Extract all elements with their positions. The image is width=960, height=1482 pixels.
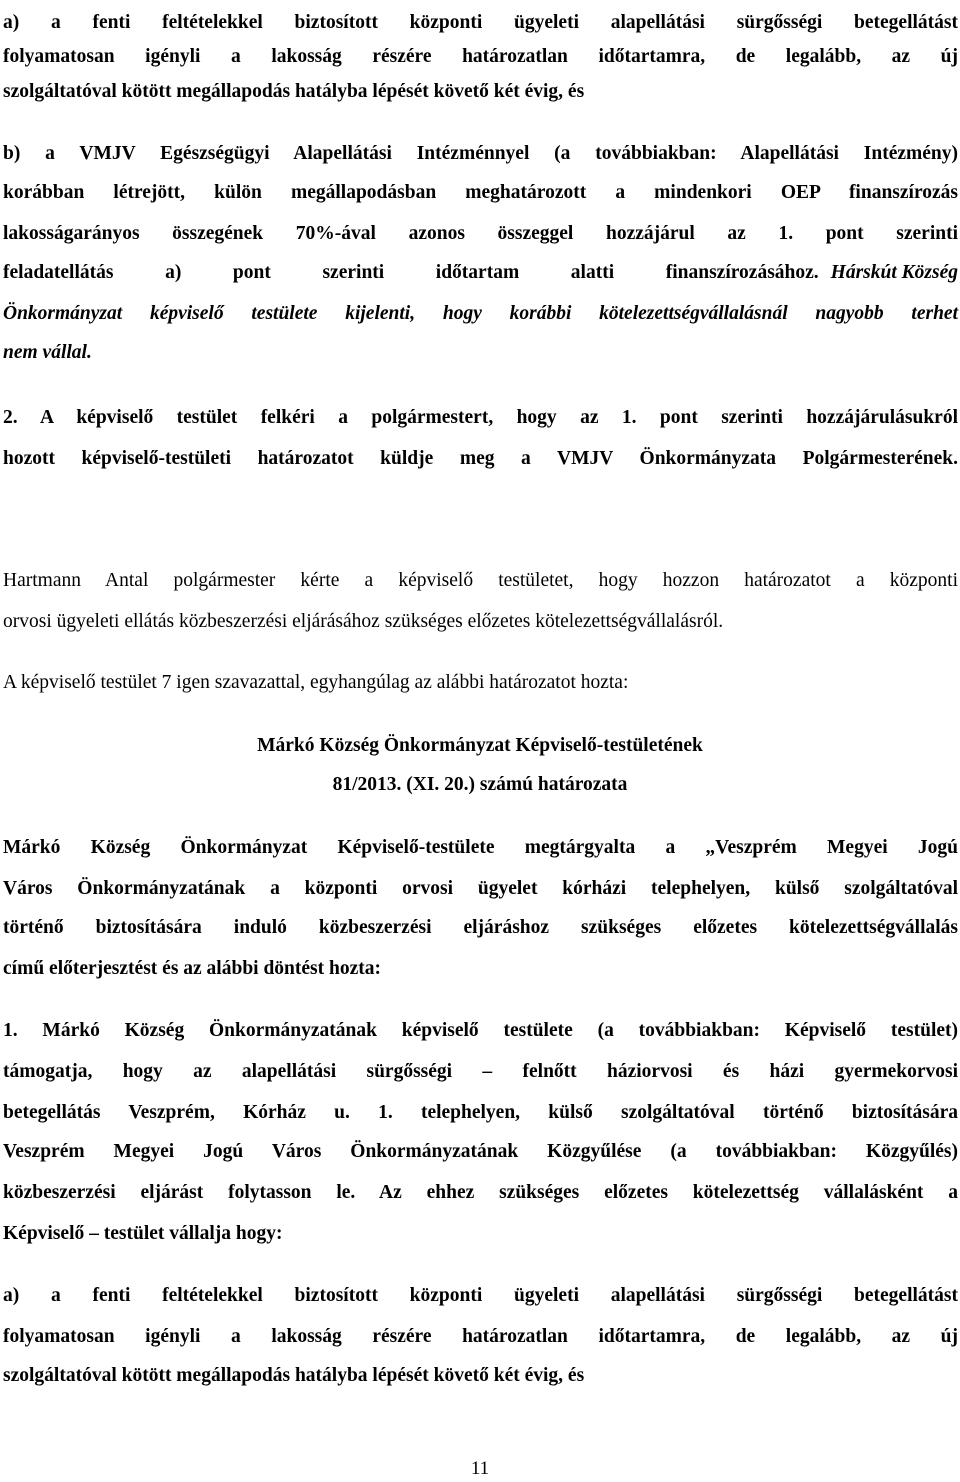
text-line: történő biztosítására induló közbeszerzési eljáráshoz szükséges előzetes kötelezettségvállalás: [3, 917, 958, 938]
text-segment-italic: Hárskút Község: [830, 262, 958, 283]
text-line: 2. A képviselő testület felkéri a polgármestert, hogy az 1. pont szerinti hozzájárulásukról: [3, 407, 958, 428]
text-line: Város Önkormányzatának a központi orvosi ügyelet kórházi telephelyen, külső szolgáltatóval: [3, 878, 958, 899]
text-line: szolgáltatóval kötött megállapodás hatályba lépését követő két évig, és: [3, 81, 585, 102]
text-line-mixed: [3, 260, 958, 286]
text-line: b) a VMJV Egészségügyi Alapellátási Intézménnyel (a továbbiakban: Alapellátási Intézmény): [3, 143, 958, 164]
text-line: folyamatosan igényli a lakosság részére határozatlan időtartamra, de legalább, az új: [3, 1326, 958, 1347]
resolution-number: 81/2013. (XI. 20.) számú határozata: [332, 774, 628, 795]
text-line: a) a fenti feltételekkel biztosított központi ügyeleti alapellátási sürgősségi betegellátást: [3, 12, 958, 33]
text-line: 1. Márkó Község Önkormányzatának képviselő testülete (a továbbiakban: Képviselő testület): [3, 1020, 958, 1041]
resolution-heading: Márkó Község Önkormányzat Képviselő-testületének: [257, 735, 703, 756]
text-line: betegellátás Veszprém, Kórház u. 1. telephelyen, külső szolgáltatóval történő biztosítására: [3, 1102, 958, 1123]
text-line: című előterjesztést és az alábbi döntést hozta:: [3, 958, 381, 979]
text-line: hozott képviselő-testületi határozatot küldje meg a VMJV Önkormányzata Polgármesterének.: [3, 448, 958, 469]
text-line: támogatja, hogy az alapellátási sürgősségi – felnőtt háziorvosi és házi gyermekorvosi: [3, 1061, 958, 1082]
text-line: lakosságarányos összegének 70%-ával azonos összeggel hozzájárul az 1. pont szerinti: [3, 223, 958, 244]
text-line: Márkó Község Önkormányzat Képviselő-testülete megtárgyalta a „Veszprém Megyei Jogú: [3, 837, 958, 858]
text-segment: feladatellátás a) pont szerinti időtartam alatti finanszírozásához.: [3, 262, 819, 283]
text-line: Veszprém Megyei Jogú Város Önkormányzatának Közgyűlése (a továbbiakban: Közgyűlés): [3, 1141, 958, 1162]
text-line: A képviselő testület 7 igen szavazattal, egyhangúlag az alábbi határozatot hozta:: [3, 672, 629, 693]
text-line: korábban létrejött, külön megállapodásban meghatározott a mindenkori OEP finanszírozás: [3, 182, 958, 203]
text-line: szolgáltatóval kötött megállapodás hatályba lépését követő két évig, és: [3, 1365, 585, 1386]
text-line: folyamatosan igényli a lakosság részére határozatlan időtartamra, de legalább, az új: [3, 46, 958, 67]
text-line: Hartmann Antal polgármester kérte a képviselő testületet, hogy hozzon határozatot a központi: [3, 570, 958, 591]
text-line: Önkormányzat képviselő testülete kijelenti, hogy korábbi kötelezettségvállalásnál nagyobb terhet: [3, 303, 958, 324]
text-line: orvosi ügyeleti ellátás közbeszerzési eljárásához szükséges előzetes kötelezettségvállalásról.: [3, 611, 724, 632]
text-line: nem vállal.: [3, 342, 92, 363]
text-line: a) a fenti feltételekkel biztosított központi ügyeleti alapellátási sürgősségi betegellátást: [3, 1285, 958, 1306]
text-line: közbeszerzési eljárást folytasson le. Az ehhez szükséges előzetes kötelezettség vállalásként a: [3, 1182, 958, 1203]
page-number: 11: [470, 1458, 490, 1479]
text-line: Képviselő – testület vállalja hogy:: [3, 1223, 283, 1244]
